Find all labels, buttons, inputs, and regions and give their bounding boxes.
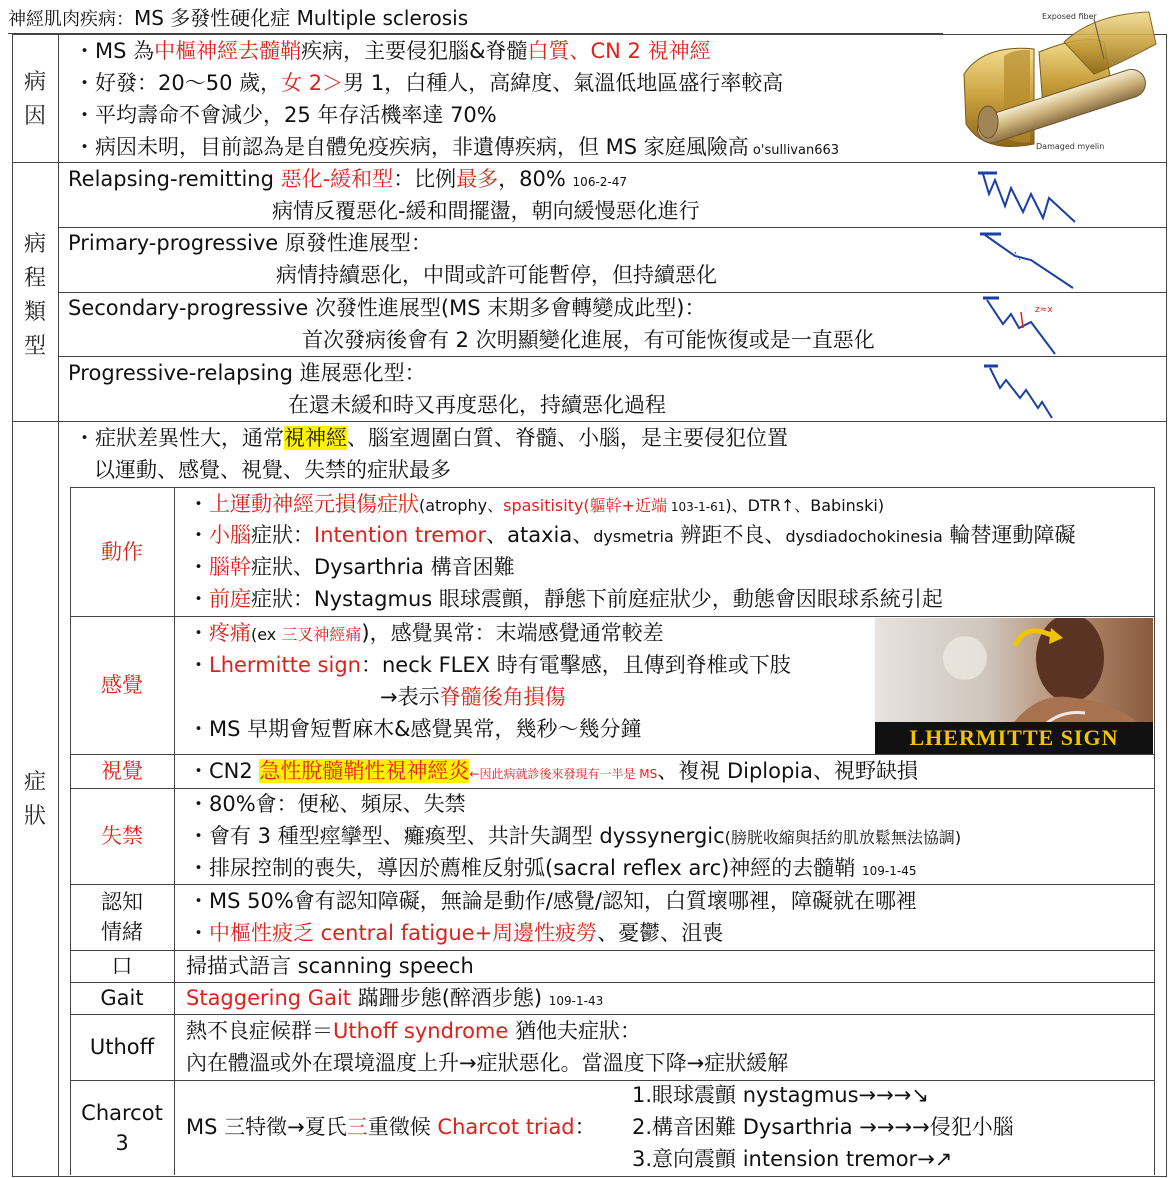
motor-line-3: ・腦幹症狀、Dysarthria 構音困難 <box>188 555 515 579</box>
symptoms-intro-2: 以運動、感覺、視覺、失禁的症狀最多 <box>94 458 451 482</box>
charcot-label: Charcot 3 <box>81 1101 163 1155</box>
charcot-item-1: 1.眼球震顫 nystagmus→→→↘ <box>632 1083 929 1107</box>
speech-text: 掃描式語言 scanning speech <box>186 954 474 978</box>
motor-line-4: ・前庭症狀：Nystagmus 眼球震顫，靜態下前庭症狀少，動態會因眼球系統引起 <box>188 587 943 611</box>
incontinence-line-1: ・80%會：便秘、頻尿、失禁 <box>188 792 466 816</box>
myelin-illustration <box>944 4 1166 160</box>
uthoff-label: Uthoff <box>89 1035 155 1059</box>
incontinence-line-3: ・排尿控制的喪失，導因於薦椎反射弧(sacral reflex arc)神經的去髓鞘 109-1-45 <box>188 856 917 880</box>
etiology-label <box>12 66 58 134</box>
cognition-line-1: ・MS 50%會有認知障礙，無論是動作/感覺/認知，白質壞哪裡，障礙就在哪裡 <box>188 889 917 913</box>
sensory-line-3: →表示脊髓後角損傷 <box>380 685 566 709</box>
charcot-item-3: 3.意向震顫 intension tremor→↗ <box>632 1147 953 1171</box>
page-header <box>8 4 468 34</box>
course-type-3-desc: 首次發病後會有 2 次明顯變化進展，有可能恢復或是一直惡化 <box>302 328 875 352</box>
symptoms-intro-1: ・症狀差異性大，通常視神經、腦室週圍白質、脊髓、小腦，是主要侵犯位置 <box>74 426 788 450</box>
lhermitte-caption: LHERMITTE SIGN <box>875 722 1153 754</box>
charcot-item-2: 2.構音困難 Dysarthria →→→→侵犯小腦 <box>632 1115 1014 1139</box>
gait-text: Staggering Gait 蹣跚步態(醉酒步態) 109-1-43 <box>186 986 604 1010</box>
table-bottom-border <box>12 1176 1167 1177</box>
motor-label: 動作 <box>101 539 143 564</box>
motor-line-2: ・小腦症狀：Intention tremor、ataxia、dysmetria 辨距不良、dysdiadochokinesia 輪替運動障礙 <box>188 523 1076 547</box>
progressive-relapsing-graph <box>980 360 1070 420</box>
etiology-line-3: ・平均壽命不會減少，25 年存活機率達 70% <box>74 103 497 127</box>
speech-label: 口 <box>111 954 133 978</box>
course-type-2-desc: 病情持續惡化，中間或許可能暫停，但持續惡化 <box>276 263 717 287</box>
course-type-4-desc: 在還未緩和時又再度惡化，持續惡化過程 <box>288 393 666 417</box>
header-prefix: 神經肌肉疾病： <box>8 9 134 30</box>
uthoff-line-2: 內在體溫或外在環境溫度上升→症狀惡化。當溫度下降→症狀緩解 <box>186 1051 789 1075</box>
inner-table-right <box>1154 487 1155 1175</box>
uthoff-bottom <box>70 1080 1155 1081</box>
etiology-line-4: ・病因未明，目前認為是自體免疫疾病，非遺傳疾病，但 MS 家庭風險高 o'sullivan663 <box>74 135 840 159</box>
cognition-label: 認知 情緒 <box>101 890 143 944</box>
sensory-label: 感覺 <box>101 673 143 697</box>
course-type-3-title: Secondary-progressive 次發性進展型(MS 末期多會轉變成此型)： <box>68 296 706 320</box>
relapsing-remitting-graph <box>975 168 1085 226</box>
motor-line-1: ・上運動神經元損傷症狀(atrophy、spasitisity(軀幹+近端 103-1-61)、DTR↑、Babinski) <box>188 492 885 516</box>
page-title: MS 多發性硬化症 Multiple sclerosis <box>134 6 469 30</box>
myelin-label-bottom: Damaged myelin <box>1036 142 1105 151</box>
course-type-1-title: Relapsing-remitting 惡化-緩和型：比例最多，80% 106-2-47 <box>68 167 628 191</box>
incontinence-label: 失禁 <box>101 824 143 848</box>
etiology-label-1: 病 <box>23 70 46 95</box>
svg-text:z≈x: z≈x <box>1035 305 1053 315</box>
vision-label: 視覺 <box>101 759 143 783</box>
charcot-main: MS 三特徵→夏氏三重徵候 Charcot triad： <box>186 1115 596 1139</box>
etiology-label-2: 因 <box>23 104 46 129</box>
course-type-1-desc: 病情反覆惡化-緩和間擺盪，朝向緩慢惡化進行 <box>272 199 700 223</box>
table-right-border <box>1166 34 1167 1176</box>
lhermitte-sign-image <box>875 618 1153 754</box>
myelin-label-top: Exposed fiber <box>1042 12 1097 21</box>
etiology-line-1: ・MS 為中樞神經去髓鞘疾病，主要侵犯腦&脊髓白質、CN 2 視神經 <box>74 39 711 63</box>
gait-label: Gait <box>100 986 144 1010</box>
incontinence-line-2: ・會有 3 種型痙攣型、癱瘓型、共計失調型 dyssynergic(膀胱收縮與括約肌放鬆無法協調) <box>188 824 962 848</box>
uthoff-line-1: 熱不良症候群＝Uthoff syndrome 猶他夫症狀： <box>186 1019 641 1043</box>
secondary-progressive-graph <box>975 294 1085 356</box>
vision-line-1: ・CN2 急性脫髓鞘性視神經炎←因此病就診後來發現有一半是 MS、複視 Diplopia、視野缺損 <box>188 759 918 783</box>
sensory-line-1: ・疼痛(ex 三叉神經痛)，感覺異常：末端感覺通常較差 <box>188 621 664 645</box>
course-type-2-title: Primary-progressive 原發性進展型： <box>68 231 432 255</box>
table-left-border <box>12 34 13 1176</box>
cognition-line-2: ・中樞性疲乏 central fatigue+周邊性疲勞、憂鬱、沮喪 <box>188 921 724 945</box>
label-column-divider <box>58 34 59 1176</box>
course-label: 病 程 類 型 <box>23 232 46 359</box>
primary-progressive-graph <box>975 230 1085 290</box>
etiology-line-2: ・好發：20～50 歲，女 2＞男 1，白種人，高緯度、氣溫低地區盛行率較高 <box>74 71 784 95</box>
course-type-4-title: Progressive-relapsing 進展惡化型： <box>68 361 426 385</box>
sensory-line-4: ・MS 早期會短暫麻木&感覺異常，幾秒～幾分鐘 <box>188 717 642 741</box>
symptoms-label: 症 狀 <box>23 770 46 829</box>
sensory-line-2: ・Lhermitte sign：neck FLEX 時有電擊感，且傳到脊椎或下肢 <box>188 653 791 677</box>
inner-table-label-divider <box>174 487 175 1175</box>
